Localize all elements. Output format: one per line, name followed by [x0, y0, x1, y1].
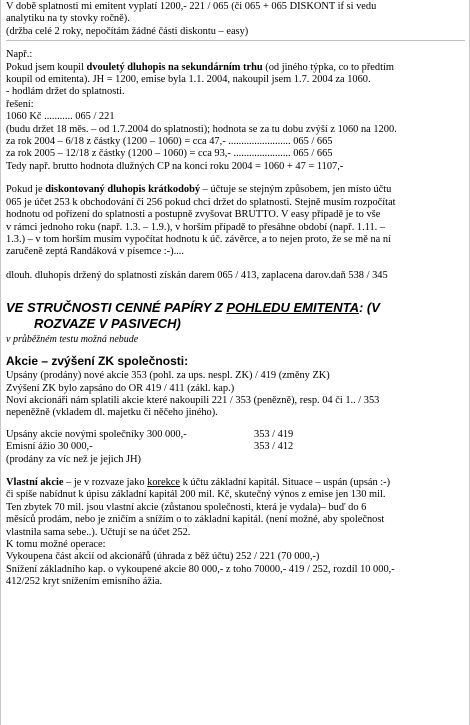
entry-account: 353 / 412	[254, 441, 294, 453]
text-line: 1.3.) – v tom horším musím vypočítat hodnotu k úč. závěrce, a to nejen proto, že se mě na ní	[6, 233, 391, 245]
entry-row	[6, 441, 465, 453]
text-line: (držba celé 2 roky, nepočítám žádné části diskontu – easy)	[6, 25, 249, 37]
bold-term: diskontovaný dluhopis krátkodobý	[45, 184, 201, 196]
capital-paragraph	[6, 370, 465, 420]
text-line: Noví akcionáři nám splatili akcie které nakoupili 221 / 353 (penězně), resp. 04 či 1.. / 353	[6, 394, 380, 406]
text-line: V době splatnosti mi emitent vyplatí 1200,- 221 / 065 (či 065 + 065 DISKONT if si vedu	[6, 1, 377, 12]
subheading-capital: Akcie – zvýšení ZK společnosti:	[6, 354, 189, 369]
text-line: nepeněžně (vkladem dl. majetku či něčeho jiného).	[6, 407, 218, 419]
text-line: - hodlám držet do splatnosti.	[6, 86, 125, 98]
text-line: analytiku na ty stovky ročně).	[6, 13, 130, 25]
capital-entries	[6, 429, 465, 466]
example-paragraph	[6, 49, 465, 173]
text-line: vlastnila sama sebe..). Účtují se na účet 252.	[6, 526, 191, 538]
spacer	[6, 259, 465, 270]
text-line: hodnotu od pořízení do splatnosti a postupně zvyšovat BRUTTO. V easy případě je to vše	[6, 209, 381, 221]
own-shares-paragraph	[6, 477, 465, 589]
text-line: řešení:	[6, 98, 34, 110]
bold-term: dvouletý dluhopis na sekundárním trhu	[86, 61, 263, 73]
text-line: Ten zbytek 70 mil. jsou vlastní akcie (zůstanou společnosti, která je vydala)– buď do 6	[6, 501, 367, 513]
text-line: měsíců prodám, nebo je zničím a snížím o to základní kapitál. (není možné, aby společnost	[6, 514, 385, 526]
text-line: 065 je účet 253 k obchodování či 256 pokud chci držet do splatnosti. Stejně musím rozpočítat	[6, 196, 396, 208]
text-line: koupil od emitenta). JH = 1200, emise byla 1.1. 2004, nakoupil jsem 1.7. 2004 za 1060.	[6, 74, 371, 86]
entry-label: Upsány akcie novými společníky 300 000,-	[6, 428, 187, 440]
underlined-term: korekce	[147, 476, 181, 488]
text-line: či spíše nabídnut k úpisu základní kapitál 200 mil. Kč, skutečný výnos z emise jen 130 mil.	[6, 489, 386, 501]
heading-span: : (V	[358, 300, 380, 316]
heading-span: VE STRUČNOSTI CENNÉ PAPÍRY Z	[6, 300, 227, 316]
text-line: Vykoupena část akcií od akcionářů (úhrada z běž účtu) 252 / 221 (70 000,-)	[6, 551, 320, 563]
spacer	[6, 173, 465, 184]
text-line: v rámci jednoho roku (např. 1.3. – 1.9.), v horším případě to přesáhne období (např. 1.11. –	[6, 221, 386, 233]
text-line	[6, 477, 465, 489]
text-line: Např.:	[6, 49, 33, 61]
text-span: Pokud je	[6, 184, 46, 196]
intro-paragraph	[6, 1, 465, 38]
spacer	[6, 420, 465, 429]
text-span: k účtu základní kapitál. Situace – uspán (upsán :-)	[180, 476, 391, 488]
text-line: 412/252 kryt snížením emisního ážia.	[6, 576, 163, 588]
entry-row	[6, 429, 465, 441]
text-span: (od jiného týpka, co to předtím	[262, 61, 394, 73]
text-line: zaručeně zeptá Randáková v písemce :-)....	[6, 246, 184, 258]
text-line: 1060 Kč ........... 065 / 221	[6, 111, 115, 123]
bold-term: Vlastní akcie	[6, 476, 64, 488]
section-heading	[6, 300, 465, 332]
text-line: Zvýšení ZK bylo zapsáno do OR 419 / 411 (zákl. kap.)	[6, 382, 235, 394]
text-span: Pokud jsem koupil	[6, 61, 87, 73]
text-line	[6, 184, 465, 196]
text-span: – je v rozvaze jako	[63, 476, 148, 488]
spacer	[6, 466, 465, 477]
text-line: (budu držet 18 měs. – od 1.7.2004 do splatnosti); hodnota se za tu dobu zvýší z 1060 na 1200.	[6, 123, 397, 135]
entry-label: Emisní ážio 30 000,-	[6, 441, 93, 453]
section-divider	[6, 40, 465, 41]
discount-paragraph	[6, 184, 465, 258]
heading-line: ROZVAZE V PASIVECH)	[34, 316, 181, 332]
entry-account: 353 / 419	[254, 428, 294, 440]
text-line: Tedy např. brutto hodnota dlužných CP na konci roku 2004 = 1060 + 47 = 1107,-	[6, 160, 344, 172]
text-span: – účtuje se stejným způsobem, jen místo účtu	[200, 184, 392, 196]
text-line: (prodány za víc než je jejich JH)	[6, 453, 142, 465]
text-line: za rok 2005 – 12/18 z částky (1200 – 1060) = cca 93,- ...................... 065 / 665	[6, 148, 333, 160]
heading-underlined: POHLEDU EMITENTA	[226, 300, 359, 316]
heading-line	[6, 300, 465, 316]
text-line: Upsány (prodány) nové akcie 353 (pohl. za ups. nespl. ZK) / 419 (změny ZK)	[6, 370, 330, 382]
text-line	[6, 62, 465, 74]
text-line: dlouh. dluhopis držený do splatnosti získán darem 065 / 413, zaplacena darov.daň 538 / 345	[6, 269, 388, 281]
section-note: v průběžném testu možná nebude	[6, 334, 139, 346]
text-line: za rok 2004 – 6/18 z částky (1200 – 1060) = cca 47,- ........................ 065 / 665	[6, 136, 333, 148]
text-line: Snížení základního kap. o vykoupené akcie 80 000,- z toho 70000,- 419 / 252, rozdíl 10 000,-	[6, 563, 395, 575]
gift-paragraph	[6, 270, 465, 282]
text-line: K tomu možné operace:	[6, 539, 106, 550]
